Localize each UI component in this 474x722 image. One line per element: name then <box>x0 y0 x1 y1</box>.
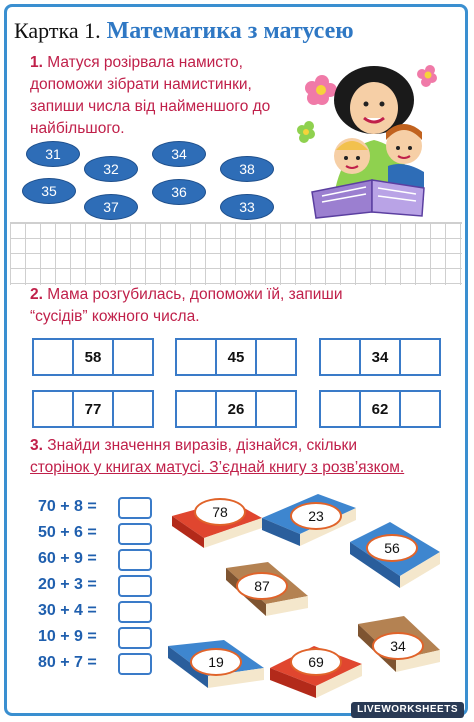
expression: 70 + 8 = <box>38 498 97 515</box>
book-red[interactable] <box>166 494 266 555</box>
task1-line-4: найбільшого. <box>30 120 125 137</box>
answer-input[interactable] <box>118 601 152 623</box>
bead: 36 <box>152 179 206 205</box>
neighbour-box <box>319 390 441 428</box>
bead: 35 <box>22 178 76 204</box>
bead: 37 <box>84 194 138 220</box>
card-header <box>14 18 354 48</box>
neighbour-box <box>32 338 154 376</box>
expression: 80 + 7 = <box>38 654 97 671</box>
answer-input[interactable] <box>118 627 152 649</box>
neighbour-left-input[interactable] <box>177 392 217 426</box>
neighbour-right-input[interactable] <box>401 340 439 374</box>
book-pages: 23 <box>290 502 342 530</box>
book-pages: 56 <box>366 534 418 562</box>
expression: 30 + 4 = <box>38 602 97 619</box>
expression: 60 + 9 = <box>38 550 97 567</box>
answer-input[interactable] <box>118 653 152 675</box>
neighbour-left-input[interactable] <box>34 392 74 426</box>
answer-input[interactable] <box>118 523 152 545</box>
page-title: Математика з матусею <box>106 18 354 44</box>
task1-number: 1. <box>30 54 43 71</box>
mother-children-illustration <box>292 60 442 220</box>
bead: 32 <box>84 156 138 182</box>
bead: 33 <box>220 194 274 220</box>
book-red[interactable] <box>266 642 366 707</box>
task3-text <box>30 435 404 479</box>
book-pages: 78 <box>194 498 246 526</box>
expression: 20 + 3 = <box>38 576 97 593</box>
neighbour-box <box>319 338 441 376</box>
book-pages: 69 <box>290 648 342 676</box>
book-brown[interactable] <box>222 560 312 639</box>
flower-icon <box>305 75 337 105</box>
neighbour-left-input[interactable] <box>34 340 74 374</box>
answer-input[interactable] <box>118 575 152 597</box>
neighbour-box <box>175 390 297 428</box>
neighbour-right-input[interactable] <box>257 340 295 374</box>
book-blue[interactable] <box>344 518 444 595</box>
neighbour-left-input[interactable] <box>321 340 361 374</box>
bead: 34 <box>152 141 206 167</box>
neighbour-left-input[interactable] <box>321 392 361 426</box>
task1-line-2: допоможи зібрати намистинки, <box>30 76 252 93</box>
neighbour-right-input[interactable] <box>401 392 439 426</box>
book-pages: 87 <box>236 572 288 600</box>
writing-grid[interactable] <box>10 222 462 285</box>
book-pages: 19 <box>190 648 242 676</box>
bead: 38 <box>220 156 274 182</box>
neighbour-right-input[interactable] <box>114 392 152 426</box>
task2-number: 2. <box>30 286 43 303</box>
book-blue[interactable] <box>258 488 358 553</box>
answer-input[interactable] <box>118 497 152 519</box>
neighbour-number: 62 <box>361 392 401 426</box>
liveworksheets-logo <box>351 702 464 718</box>
neighbour-left-input[interactable] <box>177 340 217 374</box>
bead: 31 <box>26 141 80 167</box>
answer-input[interactable] <box>118 549 152 571</box>
task2-line-1: Мама розгубилась, допоможи їй, запиши <box>47 286 343 303</box>
neighbour-box <box>175 338 297 376</box>
task2-text <box>30 284 343 328</box>
neighbour-number: 58 <box>74 340 114 374</box>
book-pages: 34 <box>372 632 424 660</box>
task2-line-2: “сусідів” кожного числа. <box>30 308 200 325</box>
expression: 50 + 6 = <box>38 524 97 541</box>
task1-line-3: запиши числа від найменшого до <box>30 98 271 115</box>
neighbour-number: 77 <box>74 392 114 426</box>
neighbour-right-input[interactable] <box>114 340 152 374</box>
neighbour-number: 26 <box>217 392 257 426</box>
footer-brand: LIVEWORKSHEETS <box>357 704 458 715</box>
task3-line-1: Знайди значення виразів, дізнайся, скільки <box>47 437 358 454</box>
neighbour-number: 34 <box>361 340 401 374</box>
expression: 10 + 9 = <box>38 628 97 645</box>
neighbour-box <box>32 390 154 428</box>
neighbour-number: 45 <box>217 340 257 374</box>
book-brown[interactable] <box>354 614 444 693</box>
card-label: Картка 1. <box>14 18 101 43</box>
task1-text <box>30 52 270 140</box>
task1-line-1: Матуся розірвала намисто, <box>47 54 243 71</box>
neighbour-right-input[interactable] <box>257 392 295 426</box>
book-blue[interactable] <box>164 636 268 703</box>
task3-line-2: сторінок у книгах матусі. З’єднай книгу з розв’язком. <box>30 459 405 476</box>
task3-number: 3. <box>30 437 43 454</box>
